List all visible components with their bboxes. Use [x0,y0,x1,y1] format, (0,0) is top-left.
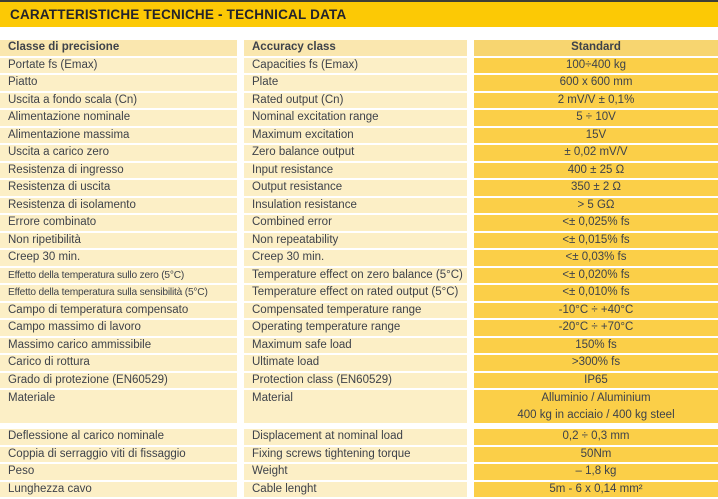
table-row [0,373,718,389]
cell-label-english: Temperature effect on zero balance (5°C) [244,268,467,284]
cell-value: 0,2 ÷ 0,3 mm [474,429,718,445]
cell-value: <± 0,03% fs [474,250,718,266]
table-row [0,285,718,301]
table-row [0,128,718,144]
table-row [0,75,718,91]
cell-value: -10°C ÷ +40°C [474,303,718,319]
cell-label-italian: Coppia di serraggio viti di fissaggio [0,447,237,463]
cell-label-italian: Alimentazione nominale [0,110,237,126]
table-row [0,215,718,231]
cell-value [474,390,718,423]
cell-label-english: Combined error [244,215,467,231]
cell-label-english: Maximum safe load [244,338,467,354]
table-row [0,464,718,480]
cell-value: ± 0,02 mV/V [474,145,718,161]
cell-label-english: Plate [244,75,467,91]
cell-label-english: Weight [244,464,467,480]
cell-label-english: Ultimate load [244,355,467,371]
cell-label-italian: Effetto della temperatura sullo zero (5°C) [0,268,237,284]
page-title: CARATTERISTICHE TECNICHE - TECHNICAL DATA [10,7,347,22]
header-cell-standard: Standard [474,40,718,56]
cell-label-italian: Resistenza di ingresso [0,163,237,179]
cell-label-english: Maximum excitation [244,128,467,144]
cell-label-english: Capacities fs (Emax) [244,58,467,74]
table-header-row [0,40,718,56]
cell-label-english: Nominal excitation range [244,110,467,126]
cell-label-italian: Creep 30 min. [0,250,237,266]
cell-value: 600 x 600 mm [474,75,718,91]
table-row [0,447,718,463]
cell-label-italian: Non ripetibilità [0,233,237,249]
cell-value: 5 ÷ 10V [474,110,718,126]
cell-label-english: Input resistance [244,163,467,179]
table-body [0,58,718,498]
cell-label-italian: Campo massimo di lavoro [0,320,237,336]
cell-value: <± 0,025% fs [474,215,718,231]
cell-label-italian: Materiale [0,390,237,423]
cell-value: IP65 [474,373,718,389]
cell-value: >300% fs [474,355,718,371]
cell-value: 100÷400 kg [474,58,718,74]
cell-value: – 1,8 kg [474,464,718,480]
table-row [0,198,718,214]
cell-label-english: Insulation resistance [244,198,467,214]
cell-value: <± 0,010% fs [474,285,718,301]
cell-value: 400 ± 25 Ω [474,163,718,179]
cell-label-italian: Effetto della temperatura sulla sensibilità (5°C) [0,285,237,301]
cell-value: <± 0,020% fs [474,268,718,284]
cell-value: 15V [474,128,718,144]
table-row [0,390,718,423]
header-cell-italian: Classe di precisione [0,40,237,56]
cell-label-english: Creep 30 min. [244,250,467,266]
cell-label-english: Displacement at nominal load [244,429,467,445]
cell-value: -20°C ÷ +70°C [474,320,718,336]
cell-label-english: Temperature effect on rated output (5°C) [244,285,467,301]
cell-value: 150% fs [474,338,718,354]
header-cell-english: Accuracy class [244,40,467,56]
cell-value-line: Alluminio / Aluminium [541,392,651,404]
cell-label-italian: Deflessione al carico nominale [0,429,237,445]
cell-label-english: Fixing screws tightening torque [244,447,467,463]
cell-label-italian: Alimentazione massima [0,128,237,144]
table-row [0,163,718,179]
table-row [0,268,718,284]
cell-label-english: Zero balance output [244,145,467,161]
table-row [0,250,718,266]
table-row [0,58,718,74]
cell-value: > 5 GΩ [474,198,718,214]
table-row [0,482,718,498]
cell-label-italian: Resistenza di uscita [0,180,237,196]
cell-label-italian: Portate fs (Emax) [0,58,237,74]
table-row [0,233,718,249]
cell-label-italian: Peso [0,464,237,480]
table-row [0,429,718,445]
table-row [0,110,718,126]
cell-label-english: Cable lenght [244,482,467,498]
cell-label-english: Compensated temperature range [244,303,467,319]
table-row [0,320,718,336]
cell-label-italian: Grado di protezione (EN60529) [0,373,237,389]
cell-value: 50Nm [474,447,718,463]
table-row [0,303,718,319]
cell-label-italian: Uscita a fondo scala (Cn) [0,93,237,109]
cell-value: 5m - 6 x 0,14 mm² [474,482,718,498]
cell-label-italian: Lunghezza cavo [0,482,237,498]
table-row [0,355,718,371]
technical-data-table [0,40,718,499]
cell-label-english: Material [244,390,467,423]
cell-label-italian: Carico di rottura [0,355,237,371]
cell-value: 2 mV/V ± 0,1% [474,93,718,109]
cell-label-english: Protection class (EN60529) [244,373,467,389]
cell-value-line: 400 kg in acciaio / 400 kg steel [517,408,675,421]
cell-label-english: Non repeatability [244,233,467,249]
table-row [0,180,718,196]
cell-value: <± 0,015% fs [474,233,718,249]
cell-label-italian: Campo di temperatura compensato [0,303,237,319]
cell-label-italian: Piatto [0,75,237,91]
cell-value: 350 ± 2 Ω [474,180,718,196]
cell-label-english: Operating temperature range [244,320,467,336]
table-row [0,145,718,161]
table-row [0,338,718,354]
table-row [0,93,718,109]
title-bar [0,2,718,27]
cell-label-italian: Uscita a carico zero [0,145,237,161]
cell-label-italian: Errore combinato [0,215,237,231]
cell-label-english: Rated output (Cn) [244,93,467,109]
cell-label-english: Output resistance [244,180,467,196]
cell-label-italian: Massimo carico ammissibile [0,338,237,354]
cell-label-italian: Resistenza di isolamento [0,198,237,214]
